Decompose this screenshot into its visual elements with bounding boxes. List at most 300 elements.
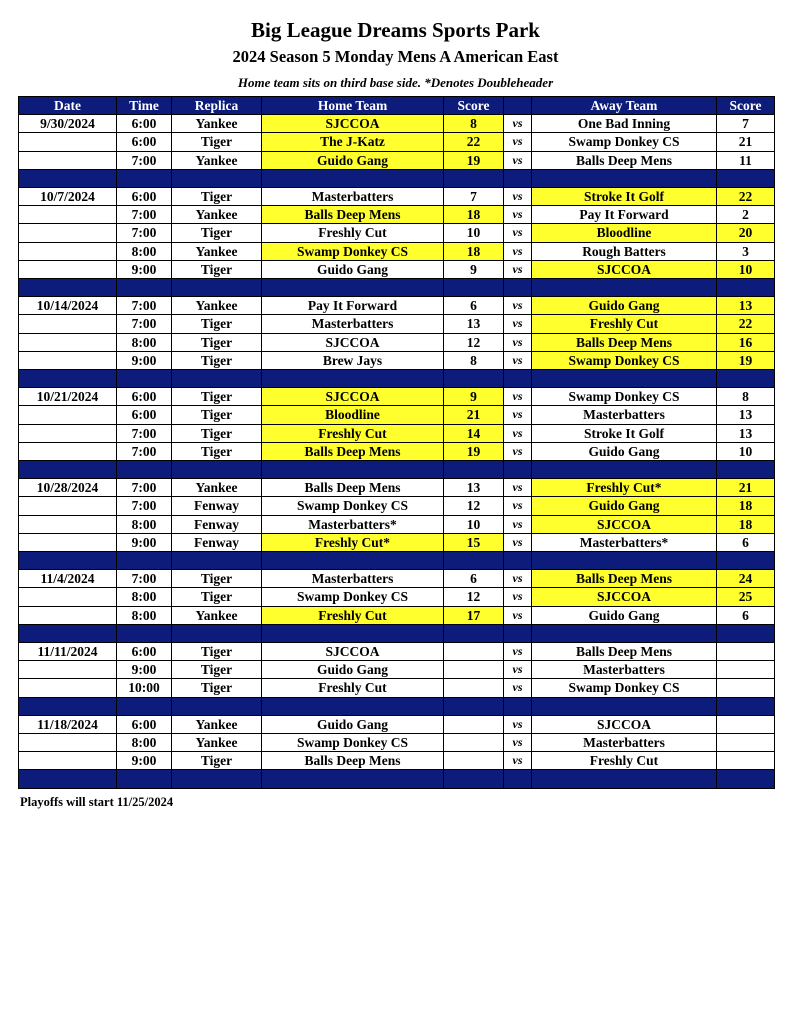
vs-label: vs [504, 188, 532, 206]
home-team: Brew Jays [262, 351, 444, 369]
week-separator [19, 461, 775, 479]
game-replica: Yankee [172, 297, 262, 315]
game-date [19, 661, 117, 679]
schedule-note: Home team sits on third base side. *Denotes Doubleheader [237, 75, 554, 90]
game-date: 11/18/2024 [19, 715, 117, 733]
home-score [444, 661, 504, 679]
home-team: Guido Gang [262, 151, 444, 169]
table-row [19, 206, 775, 224]
game-replica: Yankee [172, 606, 262, 624]
home-score: 8 [444, 351, 504, 369]
home-score: 9 [444, 388, 504, 406]
table-row [19, 351, 775, 369]
page-subtitle: 2024 Season 5 Monday Mens A American East [232, 47, 559, 66]
separator-cell [172, 279, 262, 297]
separator-cell [172, 169, 262, 187]
game-date [19, 333, 117, 351]
home-team: Freshly Cut [262, 224, 444, 242]
separator-cell [444, 370, 504, 388]
away-score [717, 715, 775, 733]
separator-cell [19, 279, 117, 297]
home-score [444, 752, 504, 770]
home-score: 10 [444, 515, 504, 533]
separator-cell [117, 624, 172, 642]
game-date: 9/30/2024 [19, 115, 117, 133]
table-row [19, 752, 775, 770]
col-date: Date [19, 97, 117, 115]
game-time: 8:00 [117, 242, 172, 260]
separator-cell [172, 624, 262, 642]
away-team: Freshly Cut [532, 752, 717, 770]
away-team: Swamp Donkey CS [532, 679, 717, 697]
separator-cell [532, 370, 717, 388]
home-team: Balls Deep Mens [262, 752, 444, 770]
game-time: 6:00 [117, 643, 172, 661]
separator-cell [262, 461, 444, 479]
separator-cell [262, 169, 444, 187]
home-score [444, 734, 504, 752]
table-row [19, 260, 775, 278]
game-date: 10/21/2024 [19, 388, 117, 406]
separator-cell [262, 370, 444, 388]
separator-cell [717, 552, 775, 570]
home-team: Guido Gang [262, 260, 444, 278]
separator-cell [117, 697, 172, 715]
home-team: Swamp Donkey CS [262, 497, 444, 515]
col-away-team: Away Team [532, 97, 717, 115]
game-date [19, 752, 117, 770]
separator-cell [532, 169, 717, 187]
col-replica: Replica [172, 97, 262, 115]
home-score: 15 [444, 533, 504, 551]
game-date [19, 133, 117, 151]
game-date [19, 606, 117, 624]
away-score [717, 679, 775, 697]
separator-cell [172, 697, 262, 715]
separator-cell [717, 370, 775, 388]
separator-cell [19, 624, 117, 642]
game-replica: Tiger [172, 570, 262, 588]
vs-label: vs [504, 661, 532, 679]
separator-cell [117, 552, 172, 570]
away-score: 16 [717, 333, 775, 351]
vs-label: vs [504, 679, 532, 697]
game-date: 11/11/2024 [19, 643, 117, 661]
separator-cell [504, 279, 532, 297]
separator-cell [532, 552, 717, 570]
game-date [19, 679, 117, 697]
vs-label: vs [504, 479, 532, 497]
game-replica: Yankee [172, 206, 262, 224]
separator-cell [19, 370, 117, 388]
away-score: 11 [717, 151, 775, 169]
schedule-table [18, 96, 775, 789]
game-time: 7:00 [117, 315, 172, 333]
game-replica: Tiger [172, 442, 262, 460]
away-team: Freshly Cut* [532, 479, 717, 497]
game-time: 6:00 [117, 406, 172, 424]
vs-label: vs [504, 734, 532, 752]
away-team: SJCCOA [532, 588, 717, 606]
away-score: 18 [717, 497, 775, 515]
game-time: 9:00 [117, 661, 172, 679]
game-date [19, 242, 117, 260]
game-time: 6:00 [117, 715, 172, 733]
separator-cell [262, 279, 444, 297]
separator-cell [117, 370, 172, 388]
separator-cell [717, 624, 775, 642]
table-row [19, 515, 775, 533]
separator-cell [717, 169, 775, 187]
game-replica: Tiger [172, 388, 262, 406]
game-time: 7:00 [117, 224, 172, 242]
separator-cell [444, 279, 504, 297]
home-score: 12 [444, 497, 504, 515]
home-team: Balls Deep Mens [262, 206, 444, 224]
separator-cell [444, 624, 504, 642]
away-score: 21 [717, 133, 775, 151]
separator-cell [117, 169, 172, 187]
game-time: 7:00 [117, 479, 172, 497]
vs-label: vs [504, 424, 532, 442]
game-replica: Tiger [172, 406, 262, 424]
away-team: Swamp Donkey CS [532, 133, 717, 151]
week-separator [19, 169, 775, 187]
game-time: 9:00 [117, 351, 172, 369]
col-home-score: Score [444, 97, 504, 115]
away-team: Masterbatters [532, 406, 717, 424]
vs-label: vs [504, 297, 532, 315]
game-time: 7:00 [117, 151, 172, 169]
home-team: Freshly Cut* [262, 533, 444, 551]
vs-label: vs [504, 715, 532, 733]
home-score: 6 [444, 297, 504, 315]
game-time: 9:00 [117, 533, 172, 551]
home-team: Masterbatters [262, 315, 444, 333]
away-team: Guido Gang [532, 606, 717, 624]
vs-label: vs [504, 315, 532, 333]
away-score: 10 [717, 442, 775, 460]
vs-label: vs [504, 115, 532, 133]
game-date [19, 224, 117, 242]
away-score: 13 [717, 424, 775, 442]
separator-cell [532, 697, 717, 715]
table-row [19, 679, 775, 697]
game-time: 7:00 [117, 570, 172, 588]
away-score: 13 [717, 297, 775, 315]
home-team: Masterbatters [262, 188, 444, 206]
separator-cell [532, 461, 717, 479]
game-time: 8:00 [117, 734, 172, 752]
vs-label: vs [504, 643, 532, 661]
away-team: SJCCOA [532, 260, 717, 278]
game-time: 7:00 [117, 424, 172, 442]
home-team: Freshly Cut [262, 424, 444, 442]
separator-cell [504, 370, 532, 388]
game-time: 6:00 [117, 188, 172, 206]
separator-cell [504, 169, 532, 187]
home-team: Bloodline [262, 406, 444, 424]
game-replica: Yankee [172, 734, 262, 752]
table-row [19, 661, 775, 679]
table-row [19, 406, 775, 424]
table-row [19, 643, 775, 661]
game-replica: Tiger [172, 752, 262, 770]
separator-cell [717, 279, 775, 297]
away-score [717, 661, 775, 679]
game-replica: Tiger [172, 588, 262, 606]
game-replica: Tiger [172, 260, 262, 278]
away-team: Masterbatters [532, 734, 717, 752]
home-team: SJCCOA [262, 115, 444, 133]
game-date [19, 151, 117, 169]
separator-cell [717, 461, 775, 479]
separator-cell [262, 770, 444, 788]
table-row [19, 333, 775, 351]
home-score: 17 [444, 606, 504, 624]
game-replica: Tiger [172, 315, 262, 333]
home-team: Swamp Donkey CS [262, 734, 444, 752]
week-separator [19, 552, 775, 570]
home-team: Freshly Cut [262, 679, 444, 697]
home-team: Balls Deep Mens [262, 442, 444, 460]
game-time: 8:00 [117, 606, 172, 624]
game-date [19, 351, 117, 369]
away-team: Balls Deep Mens [532, 570, 717, 588]
vs-label: vs [504, 333, 532, 351]
away-team: Guido Gang [532, 442, 717, 460]
home-score: 14 [444, 424, 504, 442]
game-date: 10/14/2024 [19, 297, 117, 315]
home-team: Guido Gang [262, 661, 444, 679]
col-vs [504, 97, 532, 115]
home-score: 12 [444, 333, 504, 351]
game-time: 7:00 [117, 442, 172, 460]
away-team: Swamp Donkey CS [532, 351, 717, 369]
game-replica: Yankee [172, 242, 262, 260]
game-replica: Tiger [172, 643, 262, 661]
home-team: Freshly Cut [262, 606, 444, 624]
vs-label: vs [504, 242, 532, 260]
separator-cell [532, 279, 717, 297]
vs-label: vs [504, 606, 532, 624]
separator-cell [19, 770, 117, 788]
separator-cell [262, 624, 444, 642]
game-date [19, 515, 117, 533]
vs-label: vs [504, 406, 532, 424]
away-team: Bloodline [532, 224, 717, 242]
game-date [19, 260, 117, 278]
table-row [19, 297, 775, 315]
table-row [19, 606, 775, 624]
away-score: 2 [717, 206, 775, 224]
away-score: 19 [717, 351, 775, 369]
home-team: SJCCOA [262, 643, 444, 661]
game-date: 11/4/2024 [19, 570, 117, 588]
home-score [444, 715, 504, 733]
home-team: Pay It Forward [262, 297, 444, 315]
game-time: 7:00 [117, 297, 172, 315]
table-row [19, 424, 775, 442]
away-score: 6 [717, 533, 775, 551]
schedule-body [19, 115, 775, 788]
week-separator [19, 279, 775, 297]
away-team: Freshly Cut [532, 315, 717, 333]
away-team: Pay It Forward [532, 206, 717, 224]
vs-label: vs [504, 260, 532, 278]
vs-label: vs [504, 388, 532, 406]
home-team: Swamp Donkey CS [262, 242, 444, 260]
vs-label: vs [504, 497, 532, 515]
separator-cell [444, 697, 504, 715]
separator-cell [504, 770, 532, 788]
home-score: 21 [444, 406, 504, 424]
separator-cell [117, 461, 172, 479]
away-team: SJCCOA [532, 515, 717, 533]
game-date [19, 734, 117, 752]
game-time: 10:00 [117, 679, 172, 697]
game-time: 6:00 [117, 115, 172, 133]
away-score: 22 [717, 188, 775, 206]
table-row [19, 242, 775, 260]
away-team: Balls Deep Mens [532, 333, 717, 351]
separator-cell [262, 697, 444, 715]
vs-label: vs [504, 752, 532, 770]
home-score: 12 [444, 588, 504, 606]
away-team: Stroke It Golf [532, 188, 717, 206]
home-score: 7 [444, 188, 504, 206]
vs-label: vs [504, 351, 532, 369]
col-home-team: Home Team [262, 97, 444, 115]
separator-cell [504, 697, 532, 715]
table-row [19, 224, 775, 242]
game-replica: Fenway [172, 515, 262, 533]
game-replica: Tiger [172, 133, 262, 151]
table-row [19, 533, 775, 551]
table-row [19, 388, 775, 406]
week-separator [19, 624, 775, 642]
separator-cell [504, 461, 532, 479]
vs-label: vs [504, 206, 532, 224]
game-time: 8:00 [117, 588, 172, 606]
table-row [19, 133, 775, 151]
game-date [19, 315, 117, 333]
separator-cell [19, 552, 117, 570]
separator-cell [444, 552, 504, 570]
week-separator [19, 697, 775, 715]
vs-label: vs [504, 442, 532, 460]
col-time: Time [117, 97, 172, 115]
table-row [19, 497, 775, 515]
separator-cell [504, 624, 532, 642]
game-replica: Tiger [172, 224, 262, 242]
game-replica: Tiger [172, 333, 262, 351]
game-date [19, 424, 117, 442]
separator-cell [172, 461, 262, 479]
table-header-row [19, 97, 775, 115]
game-date [19, 497, 117, 515]
game-replica: Tiger [172, 661, 262, 679]
separator-cell [19, 697, 117, 715]
game-replica: Yankee [172, 479, 262, 497]
away-team: Masterbatters* [532, 533, 717, 551]
table-row [19, 715, 775, 733]
separator-cell [504, 552, 532, 570]
vs-label: vs [504, 224, 532, 242]
away-score: 7 [717, 115, 775, 133]
away-score: 21 [717, 479, 775, 497]
away-score: 3 [717, 242, 775, 260]
home-score [444, 679, 504, 697]
table-row [19, 734, 775, 752]
home-team: Masterbatters [262, 570, 444, 588]
separator-cell [532, 624, 717, 642]
away-score [717, 643, 775, 661]
away-team: Guido Gang [532, 297, 717, 315]
table-row [19, 479, 775, 497]
away-score: 8 [717, 388, 775, 406]
away-score: 24 [717, 570, 775, 588]
game-date [19, 206, 117, 224]
away-team: Guido Gang [532, 497, 717, 515]
separator-cell [172, 370, 262, 388]
table-row [19, 188, 775, 206]
game-date [19, 442, 117, 460]
home-score: 8 [444, 115, 504, 133]
game-date: 10/7/2024 [19, 188, 117, 206]
game-time: 9:00 [117, 260, 172, 278]
home-score: 13 [444, 315, 504, 333]
home-score: 13 [444, 479, 504, 497]
away-score: 6 [717, 606, 775, 624]
separator-cell [117, 770, 172, 788]
game-time: 6:00 [117, 133, 172, 151]
separator-cell [532, 770, 717, 788]
away-team: Balls Deep Mens [532, 151, 717, 169]
separator-cell [19, 169, 117, 187]
home-score: 18 [444, 206, 504, 224]
home-score: 10 [444, 224, 504, 242]
game-time: 9:00 [117, 752, 172, 770]
table-row [19, 442, 775, 460]
week-separator [19, 370, 775, 388]
game-replica: Tiger [172, 188, 262, 206]
game-date [19, 406, 117, 424]
home-team: SJCCOA [262, 333, 444, 351]
game-replica: Tiger [172, 679, 262, 697]
home-team: Masterbatters* [262, 515, 444, 533]
game-replica: Tiger [172, 351, 262, 369]
vs-label: vs [504, 151, 532, 169]
away-team: Masterbatters [532, 661, 717, 679]
vs-label: vs [504, 133, 532, 151]
game-time: 8:00 [117, 333, 172, 351]
game-replica: Yankee [172, 715, 262, 733]
vs-label: vs [504, 515, 532, 533]
home-score: 19 [444, 151, 504, 169]
game-replica: Yankee [172, 151, 262, 169]
home-score: 19 [444, 442, 504, 460]
away-score: 18 [717, 515, 775, 533]
vs-label: vs [504, 588, 532, 606]
page-title: Big League Dreams Sports Park [251, 18, 540, 42]
away-score: 22 [717, 315, 775, 333]
game-time: 7:00 [117, 206, 172, 224]
game-replica: Fenway [172, 497, 262, 515]
away-score: 20 [717, 224, 775, 242]
week-separator [19, 770, 775, 788]
separator-cell [172, 552, 262, 570]
